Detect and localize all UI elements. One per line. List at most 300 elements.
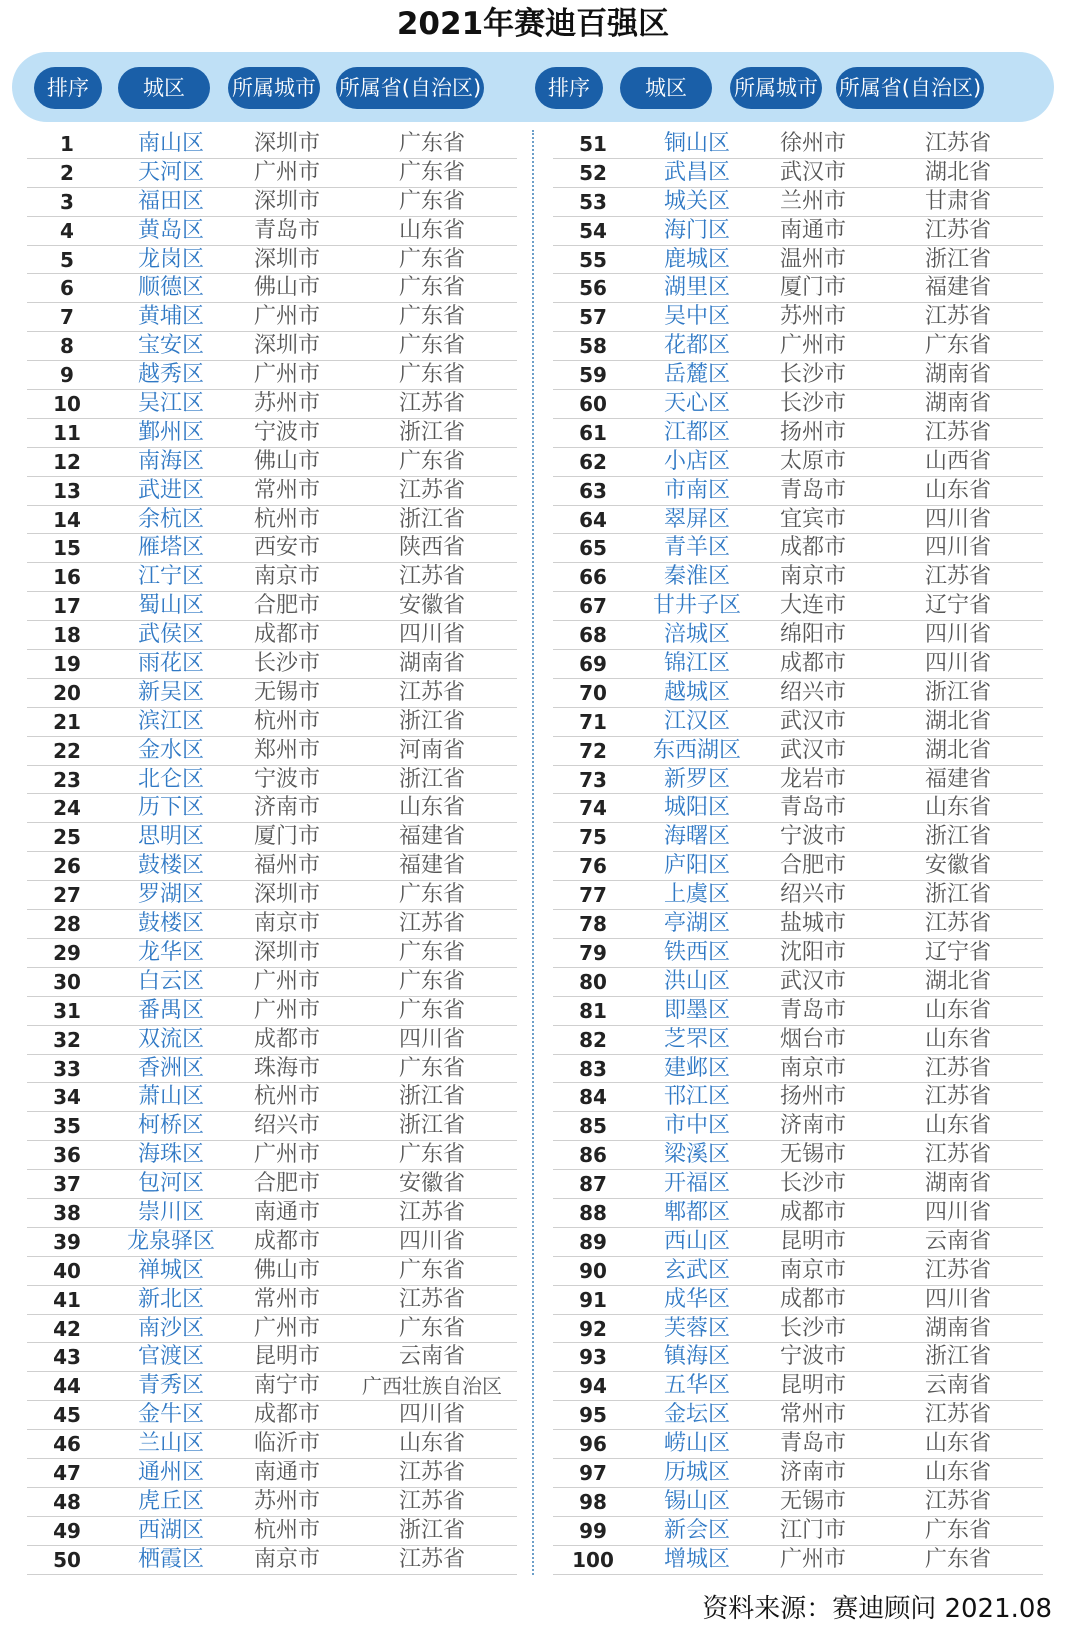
city-cell: 武汉市 [779,159,846,185]
province-cell: 广东省 [398,275,465,301]
city-cell: 长沙市 [779,1315,846,1341]
table-row [27,506,517,535]
table-row [27,188,517,217]
district-cell: 新吴区 [137,679,204,705]
district-cell: 龙华区 [137,939,204,965]
city-cell: 杭州市 [253,506,320,532]
city-cell: 成都市 [779,651,846,677]
rank-cell: 21 [53,709,81,734]
table-row [27,419,517,448]
province-cell: 湖南省 [924,1315,991,1341]
province-cell: 陕西省 [398,535,465,561]
rank-cell: 30 [53,969,81,994]
city-cell: 深圳市 [253,882,320,908]
province-cell: 福建省 [398,824,465,850]
province-cell: 云南省 [924,1228,991,1254]
table-row [27,1343,517,1372]
table-row [553,274,1043,303]
district-cell: 双流区 [137,1026,204,1052]
rank-cell: 92 [579,1316,607,1341]
city-cell: 成都市 [253,1228,320,1254]
district-cell: 南沙区 [137,1315,204,1341]
table-row [27,130,517,159]
city-cell: 福州市 [253,853,320,879]
district-cell: 青羊区 [663,535,730,561]
province-cell: 山东省 [924,1113,991,1139]
district-cell: 天河区 [137,159,204,185]
rank-cell: 85 [579,1114,607,1139]
table-row [27,1401,517,1430]
table-row [27,1430,517,1459]
city-cell: 广州市 [779,333,846,359]
table-row [27,679,517,708]
city-cell: 南通市 [253,1459,320,1485]
city-cell: 青岛市 [779,1431,846,1457]
rank-cell: 59 [579,363,607,388]
rank-cell: 78 [579,912,607,937]
province-cell: 广东省 [398,997,465,1023]
province-cell: 广东省 [398,1142,465,1168]
rank-cell: 33 [53,1056,81,1081]
table-row [27,534,517,563]
district-cell: 东西湖区 [652,737,741,763]
table-row [27,1546,517,1575]
city-cell: 宁波市 [253,419,320,445]
table-row [27,1026,517,1055]
rank-cell: 81 [579,998,607,1023]
province-cell: 湖南省 [924,362,991,388]
province-cell: 四川省 [924,651,991,677]
city-cell: 杭州市 [253,1517,320,1543]
rank-cell: 65 [579,536,607,561]
province-cell: 福建省 [924,766,991,792]
city-cell: 合肥市 [779,853,846,879]
city-cell: 成都市 [253,622,320,648]
province-cell: 江苏省 [924,1142,991,1168]
city-cell: 绍兴市 [779,882,846,908]
city-cell: 青岛市 [779,795,846,821]
district-cell: 虎丘区 [137,1488,204,1514]
table-row [553,506,1043,535]
table-row [27,621,517,650]
rank-cell: 36 [53,1143,81,1168]
district-cell: 顺德区 [137,275,204,301]
rank-cell: 22 [53,738,81,763]
header-city-right: 所属城市 [730,67,822,109]
city-cell: 青岛市 [779,997,846,1023]
city-cell: 常州市 [779,1402,846,1428]
city-cell: 南京市 [253,1546,320,1572]
city-cell: 太原市 [779,448,846,474]
rank-cell: 66 [579,565,607,590]
city-cell: 长沙市 [779,1171,846,1197]
province-cell: 广东省 [398,333,465,359]
rank-cell: 25 [53,825,81,850]
table-row [27,1286,517,1315]
province-cell: 广东省 [398,246,465,272]
header-province-left: 所属省(自治区) [336,67,484,109]
district-cell: 龙岗区 [137,246,204,272]
ranking-column-right [553,130,1043,1575]
rank-cell: 100 [572,1547,614,1572]
table-row [553,1459,1043,1488]
table-row [553,708,1043,737]
district-cell: 成华区 [663,1286,730,1312]
district-cell: 兰山区 [137,1431,204,1457]
ranking-column-left [27,130,517,1575]
province-cell: 福建省 [924,275,991,301]
rank-cell: 63 [579,478,607,503]
table-row [27,997,517,1026]
city-cell: 深圳市 [253,188,320,214]
rank-cell: 32 [53,1027,81,1052]
rank-cell: 77 [579,883,607,908]
district-cell: 城阳区 [663,795,730,821]
district-cell: 越秀区 [137,362,204,388]
province-cell: 江苏省 [398,1286,465,1312]
city-cell: 济南市 [253,795,320,821]
table-row [553,939,1043,968]
rank-cell: 83 [579,1056,607,1081]
district-cell: 市中区 [663,1113,730,1139]
district-cell: 五华区 [663,1373,730,1399]
province-cell: 广东省 [398,1315,465,1341]
rank-cell: 55 [579,247,607,272]
rank-cell: 73 [579,767,607,792]
rank-cell: 11 [53,420,81,445]
rank-cell: 74 [579,796,607,821]
city-cell: 深圳市 [253,131,320,156]
table-row [27,1228,517,1257]
district-cell: 香洲区 [137,1055,204,1081]
district-cell: 铁西区 [663,939,730,965]
table-row [553,621,1043,650]
table-row [553,794,1043,823]
rank-cell: 94 [579,1374,607,1399]
province-cell: 山东省 [924,1459,991,1485]
district-cell: 武侯区 [137,622,204,648]
rank-cell: 41 [53,1287,81,1312]
rank-cell: 7 [60,305,74,330]
rank-cell: 12 [53,449,81,474]
province-cell: 江苏省 [398,477,465,503]
district-cell: 包河区 [137,1171,204,1197]
table-row [27,246,517,275]
district-cell: 白云区 [137,968,204,994]
district-cell: 余杭区 [137,506,204,532]
table-row [553,766,1043,795]
table-row [27,823,517,852]
city-cell: 盐城市 [779,911,846,937]
rank-cell: 58 [579,334,607,359]
province-cell: 江苏省 [398,1488,465,1514]
table-row [553,332,1043,361]
district-cell: 亭湖区 [663,911,730,937]
province-cell: 广东省 [924,1546,991,1572]
district-cell: 新北区 [137,1286,204,1312]
city-cell: 扬州市 [779,1084,846,1110]
rank-cell: 45 [53,1403,81,1428]
province-cell: 浙江省 [398,419,465,445]
city-cell: 昆明市 [779,1228,846,1254]
city-cell: 沈阳市 [779,939,846,965]
province-cell: 山东省 [398,795,465,821]
table-row [553,1257,1043,1286]
province-cell: 广东省 [398,1257,465,1283]
table-row [27,1372,517,1401]
rank-cell: 90 [579,1258,607,1283]
district-cell: 增城区 [663,1546,730,1572]
province-cell: 浙江省 [398,766,465,792]
province-cell: 广东省 [398,159,465,185]
table-row [27,592,517,621]
province-cell: 甘肃省 [924,188,991,214]
header-district-left: 城区 [118,67,210,109]
city-cell: 龙岩市 [779,766,846,792]
district-cell: 通州区 [137,1459,204,1485]
rank-cell: 69 [579,652,607,677]
table-row [27,1141,517,1170]
province-cell: 广东省 [398,304,465,330]
rank-cell: 5 [60,247,74,272]
rank-cell: 24 [53,796,81,821]
rank-cell: 19 [53,652,81,677]
province-cell: 江苏省 [398,564,465,590]
province-cell: 四川省 [924,1199,991,1225]
table-row [553,968,1043,997]
table-row [27,794,517,823]
district-cell: 江宁区 [137,564,204,590]
table-row [553,534,1043,563]
city-cell: 南京市 [253,911,320,937]
province-cell: 广东省 [398,188,465,214]
district-cell: 萧山区 [137,1084,204,1110]
rank-cell: 86 [579,1143,607,1168]
district-cell: 涪城区 [663,622,730,648]
table-row [27,1055,517,1084]
province-cell: 四川省 [924,622,991,648]
district-cell: 新会区 [663,1517,730,1543]
province-cell: 广东省 [398,882,465,908]
province-cell: 河南省 [398,737,465,763]
district-cell: 天心区 [663,391,730,417]
table-row [27,1199,517,1228]
rank-cell: 3 [60,189,74,214]
city-cell: 南京市 [253,564,320,590]
table-row [553,679,1043,708]
table-row [27,448,517,477]
table-row [553,130,1043,159]
city-cell: 深圳市 [253,939,320,965]
district-cell: 禅城区 [137,1257,204,1283]
district-cell: 湖里区 [663,275,730,301]
city-cell: 苏州市 [253,1488,320,1514]
rank-cell: 95 [579,1403,607,1428]
district-cell: 甘井子区 [652,593,741,619]
district-cell: 金牛区 [137,1402,204,1428]
city-cell: 温州市 [779,246,846,272]
rank-cell: 47 [53,1460,81,1485]
district-cell: 洪山区 [663,968,730,994]
city-cell: 广州市 [779,1546,846,1572]
rank-cell: 46 [53,1432,81,1457]
district-cell: 青秀区 [137,1373,204,1399]
district-cell: 芝罘区 [663,1026,730,1052]
rank-cell: 88 [579,1200,607,1225]
rank-cell: 56 [579,276,607,301]
district-cell: 鹿城区 [663,246,730,272]
district-cell: 邗江区 [663,1084,730,1110]
city-cell: 广州市 [253,1142,320,1168]
district-cell: 郫都区 [663,1199,730,1225]
province-cell: 山东省 [924,1026,991,1052]
district-cell: 庐阳区 [663,853,730,879]
table-row [27,1488,517,1517]
rank-cell: 10 [53,392,81,417]
rank-cell: 53 [579,189,607,214]
city-cell: 佛山市 [253,1257,320,1283]
rank-cell: 38 [53,1200,81,1225]
rank-cell: 17 [53,594,81,619]
rank-cell: 60 [579,392,607,417]
city-cell: 南京市 [779,564,846,590]
district-cell: 小店区 [663,448,730,474]
district-cell: 越城区 [663,679,730,705]
rank-cell: 80 [579,969,607,994]
table-row [553,823,1043,852]
district-cell: 南山区 [137,131,204,156]
table-row [27,361,517,390]
table-row [553,1026,1043,1055]
province-cell: 江苏省 [924,1488,991,1514]
province-cell: 湖南省 [924,391,991,417]
city-cell: 无锡市 [779,1142,846,1168]
district-cell: 蜀山区 [137,593,204,619]
district-cell: 西山区 [663,1228,730,1254]
rank-cell: 61 [579,420,607,445]
city-cell: 常州市 [253,1286,320,1312]
table-row [27,1112,517,1141]
district-cell: 锦江区 [663,651,730,677]
district-cell: 西湖区 [137,1517,204,1543]
rank-cell: 51 [579,132,607,156]
province-cell: 江苏省 [398,1546,465,1572]
city-cell: 厦门市 [779,275,846,301]
table-row [553,188,1043,217]
table-row [553,1430,1043,1459]
rank-cell: 20 [53,680,81,705]
province-cell: 江苏省 [924,1402,991,1428]
rank-cell: 31 [53,998,81,1023]
province-cell: 山东省 [924,997,991,1023]
table-row [27,217,517,246]
province-cell: 江苏省 [924,304,991,330]
city-cell: 济南市 [779,1113,846,1139]
table-row [553,361,1043,390]
table-row [27,1459,517,1488]
page-title: 2021年赛迪百强区 [396,6,670,42]
table-row [27,159,517,188]
rank-cell: 89 [579,1229,607,1254]
province-cell: 浙江省 [924,882,991,908]
rank-cell: 82 [579,1027,607,1052]
city-cell: 无锡市 [779,1488,846,1514]
province-cell: 广东省 [398,939,465,965]
city-cell: 宁波市 [253,766,320,792]
city-cell: 南通市 [253,1199,320,1225]
table-row [553,737,1043,766]
table-row [27,477,517,506]
province-cell: 湖南省 [398,651,465,677]
table-row [27,708,517,737]
city-cell: 广州市 [253,304,320,330]
district-cell: 海珠区 [137,1142,204,1168]
table-row [553,419,1043,448]
province-cell: 广东省 [398,362,465,388]
province-cell: 浙江省 [398,506,465,532]
rank-cell: 99 [579,1518,607,1543]
rank-cell: 57 [579,305,607,330]
table-row [27,1257,517,1286]
province-cell: 广东省 [398,968,465,994]
province-cell: 江苏省 [924,911,991,937]
district-cell: 金水区 [137,737,204,763]
district-cell: 铜山区 [663,131,730,156]
table-row [27,274,517,303]
city-cell: 长沙市 [253,651,320,677]
city-cell: 郑州市 [253,737,320,763]
city-cell: 绵阳市 [779,622,846,648]
table-row [553,1401,1043,1430]
header-province-right: 所属省(自治区) [836,67,984,109]
city-cell: 杭州市 [253,1084,320,1110]
city-cell: 无锡市 [253,679,320,705]
city-cell: 昆明市 [253,1344,320,1370]
table-row [553,1517,1043,1546]
city-cell: 临沂市 [253,1431,320,1457]
city-cell: 成都市 [779,1199,846,1225]
province-cell: 广东省 [924,333,991,359]
district-cell: 吴江区 [137,391,204,417]
province-cell: 四川省 [924,535,991,561]
rank-cell: 50 [53,1547,81,1572]
province-cell: 湖北省 [924,708,991,734]
city-cell: 大连市 [779,593,846,619]
source-note: 资料来源：赛迪顾问 2021.08 [702,1594,1052,1624]
city-cell: 苏州市 [253,391,320,417]
rank-cell: 97 [579,1460,607,1485]
table-row [27,563,517,592]
rank-cell: 39 [53,1229,81,1254]
table-row [27,1170,517,1199]
table-row [553,1286,1043,1315]
province-cell: 四川省 [398,622,465,648]
rank-cell: 14 [53,507,81,532]
district-cell: 秦淮区 [663,564,730,590]
province-cell: 江苏省 [924,419,991,445]
city-cell: 成都市 [253,1402,320,1428]
rank-cell: 40 [53,1258,81,1283]
rank-cell: 70 [579,680,607,705]
province-cell: 湖北省 [924,159,991,185]
district-cell: 宝安区 [137,333,204,359]
city-cell: 常州市 [253,477,320,503]
table-row [553,477,1043,506]
city-cell: 成都市 [779,535,846,561]
city-cell: 佛山市 [253,275,320,301]
district-cell: 罗湖区 [137,882,204,908]
province-cell: 安徽省 [398,593,465,619]
